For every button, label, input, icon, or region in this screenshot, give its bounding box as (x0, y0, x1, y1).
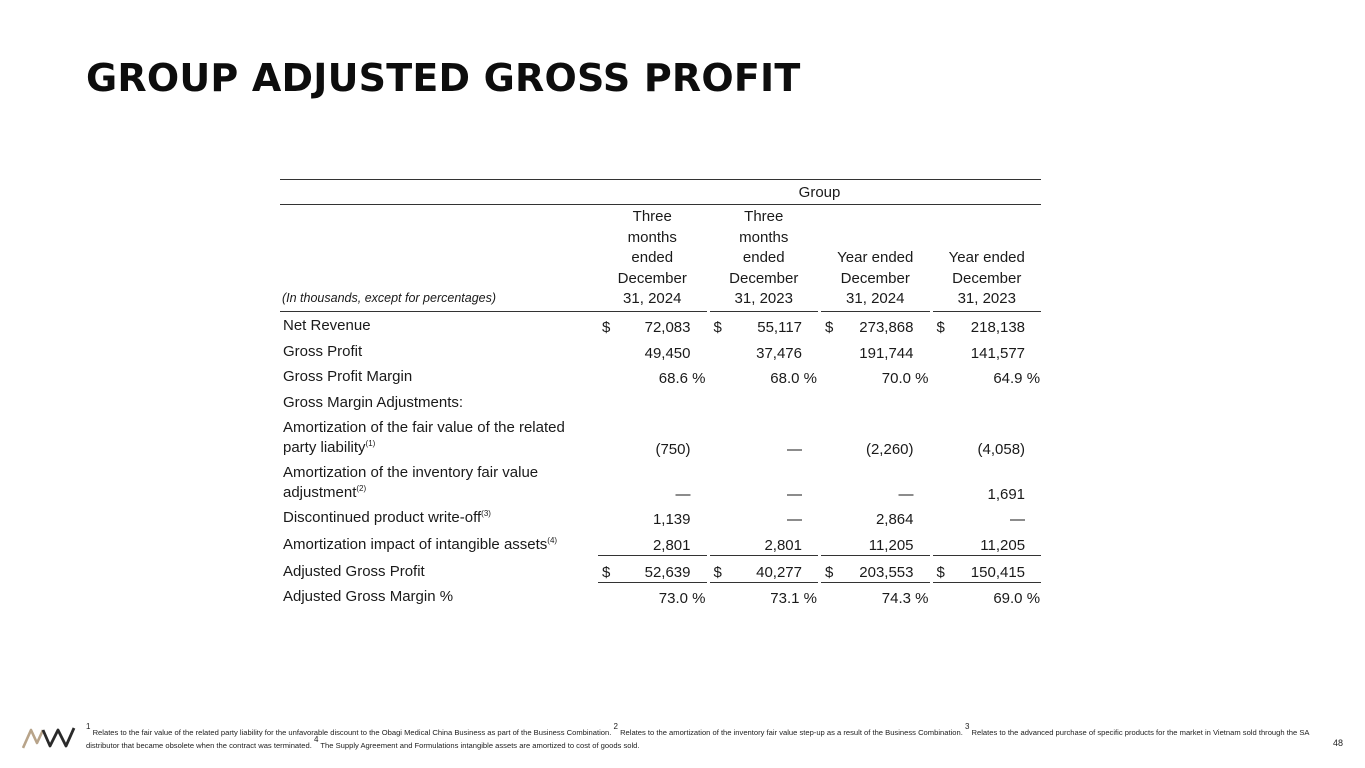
row-label (280, 388, 598, 414)
value-cell (821, 529, 930, 556)
value-cell-content (933, 319, 1042, 336)
value-cell-content (598, 441, 707, 458)
value-cell-content (821, 511, 930, 528)
value-cell-content (710, 564, 819, 581)
column-header-line: Year ended (837, 249, 914, 266)
value-cell (710, 312, 819, 338)
footnote-marker: 2 (613, 722, 618, 731)
cell-value: — (787, 511, 802, 529)
value-cell-content (821, 590, 930, 607)
cell-value: 73.1 % (770, 590, 817, 608)
value-cell-content (933, 370, 1042, 387)
cell-value: 49,450 (644, 344, 691, 362)
logo-stroke-left (23, 730, 43, 748)
value-cell (710, 529, 819, 556)
row-label-text: Amortization of the fair value of the related party liability (283, 418, 565, 456)
value-cell-content (933, 537, 1042, 554)
value-cell-content (933, 511, 1042, 528)
cell-value: 11,205 (868, 537, 914, 555)
value-cell-content (821, 441, 930, 458)
column-header-line: 31, 2024 (846, 290, 905, 307)
footnote (86, 722, 1311, 752)
value-cell (598, 529, 707, 556)
value-cell-content (821, 537, 930, 554)
value-cell (710, 583, 819, 609)
value-cell (933, 312, 1042, 338)
value-cell-content (598, 511, 707, 528)
units-note: (In thousands, except for percentages) (280, 205, 598, 312)
column-header (710, 205, 819, 312)
value-cell (598, 363, 707, 389)
currency-symbol: $ (713, 563, 722, 581)
value-cell (598, 388, 707, 414)
row-label (280, 414, 598, 459)
value-cell-content (710, 486, 819, 503)
value-cell (933, 583, 1042, 609)
table-row (280, 363, 1041, 389)
column-header-line: months (739, 228, 789, 246)
cell-value: 72,083 (644, 319, 691, 337)
value-cell-content (710, 511, 819, 528)
table-row (280, 414, 1041, 459)
footnote-reference: (1) (365, 438, 376, 448)
column-header-line: December (729, 269, 799, 287)
row-label (280, 312, 598, 338)
column-header-line: ended (742, 249, 785, 266)
cell-value: 37,476 (756, 344, 802, 362)
value-cell (710, 363, 819, 389)
table-row (280, 312, 1041, 338)
currency-symbol: $ (825, 563, 834, 581)
value-cell-content (933, 345, 1042, 362)
cell-value: 69.0 % (993, 590, 1041, 608)
footnote-text: Relates to the advanced purchase of specific products for the market in Vietnam sold through the SA distributor that became obsolete when the contract was terminated. (86, 728, 1310, 750)
page-number: 48 (1333, 738, 1344, 748)
footnote-text: Relates to the fair value of the related party liability for the unfavorable discount to the Obagi Medical China Business as part of the Business Combination. (92, 728, 612, 737)
value-cell (710, 414, 819, 459)
cell-value: 11,205 (980, 537, 1026, 555)
table-row (280, 529, 1041, 556)
row-label-text: Gross Profit Margin (283, 368, 413, 386)
value-cell (598, 414, 707, 459)
value-cell (598, 556, 707, 583)
value-cell-content (710, 345, 819, 362)
row-label (280, 556, 598, 583)
row-label-text: Amortization impact of intangible assets (283, 536, 548, 554)
row-label-text: Adjusted Gross Profit (283, 562, 425, 580)
row-label-text: Amortization of the inventory fair value adjustment (283, 463, 539, 501)
footnote-reference: (4) (547, 536, 558, 546)
column-header-line: December (840, 269, 910, 287)
value-cell-content (598, 370, 707, 387)
footnote-reference: (3) (481, 509, 491, 519)
value-cell-content (598, 590, 707, 607)
value-cell-content (821, 564, 930, 581)
gross-profit-table-container (280, 179, 1041, 608)
cell-value: 40,277 (756, 563, 802, 581)
value-cell-content (821, 486, 930, 503)
value-cell-content (598, 345, 707, 362)
footnote-text: Relates to the amortization of the inventory fair value step-up as a result of the Business Combination. (620, 728, 963, 737)
row-label-text: Adjusted Gross Margin % (283, 588, 454, 606)
cell-value: 64.9 % (993, 370, 1041, 388)
currency-symbol: $ (825, 319, 834, 337)
footnote-marker: 1 (86, 722, 91, 731)
company-logo-icon (22, 726, 76, 750)
currency-symbol: $ (936, 563, 945, 581)
group-header: Group (598, 179, 1041, 205)
value-cell (933, 388, 1042, 414)
cell-value: 203,553 (859, 563, 914, 581)
value-cell-content (598, 537, 707, 554)
table-body (280, 312, 1041, 609)
cell-value: 73.0 % (658, 590, 706, 608)
cell-value: 74.3 % (881, 590, 929, 608)
value-cell-content (821, 345, 930, 362)
cell-value: — (675, 485, 691, 503)
value-cell-content (933, 441, 1042, 458)
row-label (280, 583, 598, 609)
gross-profit-table (280, 179, 1041, 608)
row-label (280, 504, 598, 530)
row-label (280, 529, 598, 556)
value-cell (933, 529, 1042, 556)
row-label-text: Net Revenue (283, 317, 371, 335)
value-cell-content (710, 537, 819, 554)
column-header (821, 205, 930, 312)
value-cell (933, 337, 1042, 363)
row-label (280, 337, 598, 363)
column-header-line: months (627, 228, 677, 246)
cell-value: (750) (655, 440, 691, 458)
row-label-text: Gross Profit (283, 342, 363, 360)
cell-value: 2,864 (875, 511, 914, 529)
value-cell (710, 388, 819, 414)
cell-value: 70.0 % (881, 370, 929, 388)
column-header-line: Three (632, 208, 672, 225)
column-header-line: December (952, 269, 1022, 287)
row-label-text: Gross Margin Adjustments: (283, 393, 464, 411)
value-cell (821, 504, 930, 530)
value-cell (710, 556, 819, 583)
currency-symbol: $ (602, 319, 611, 337)
cell-value: 68.6 % (658, 370, 706, 388)
column-header-line: 31, 2023 (734, 290, 793, 307)
table-row (280, 388, 1041, 414)
value-cell (821, 414, 930, 459)
cell-value: 150,415 (970, 563, 1026, 581)
value-cell (933, 556, 1042, 583)
currency-symbol: $ (602, 563, 611, 581)
value-cell-content (933, 486, 1042, 503)
column-header-line: Three (744, 208, 784, 225)
value-cell-content (933, 590, 1042, 607)
value-cell-content (598, 486, 707, 503)
value-cell (598, 504, 707, 530)
column-header-line: ended (631, 249, 674, 266)
footnote-marker: 4 (313, 734, 319, 744)
currency-symbol: $ (936, 319, 945, 337)
cell-value: 2,801 (652, 537, 691, 555)
row-label (280, 363, 598, 389)
column-header-line: Year ended (948, 249, 1025, 266)
cell-value: 55,117 (757, 319, 802, 337)
value-cell (821, 556, 930, 583)
cell-value: (2,260) (865, 440, 914, 458)
column-header-line: December (617, 269, 687, 287)
cell-value: 2,801 (764, 537, 802, 555)
footnote-reference: (2) (356, 483, 367, 493)
cell-value: — (898, 485, 914, 503)
cell-value: — (787, 440, 802, 458)
table-row (280, 504, 1041, 530)
value-cell (933, 363, 1042, 389)
currency-symbol: $ (713, 319, 722, 337)
value-cell-content (710, 441, 819, 458)
footnote-text: The Supply Agreement and Formulations intangible assets are amortized to cost of goods sold. (320, 740, 640, 750)
logo-stroke-right (43, 728, 74, 746)
value-cell (598, 583, 707, 609)
value-cell (821, 583, 930, 609)
cell-value: — (787, 485, 802, 503)
column-header (598, 205, 707, 312)
value-cell-content (598, 564, 707, 581)
value-cell (933, 414, 1042, 459)
cell-value: 1,139 (652, 511, 691, 529)
value-cell (710, 337, 819, 363)
value-cell (933, 459, 1042, 504)
cell-value: 141,577 (970, 344, 1026, 362)
value-cell (821, 388, 930, 414)
table-row (280, 459, 1041, 504)
value-cell-content (821, 319, 930, 336)
value-cell (821, 363, 930, 389)
value-cell-content (710, 370, 819, 387)
value-cell-content (933, 564, 1042, 581)
value-cell (933, 504, 1042, 530)
value-cell (710, 504, 819, 530)
value-cell (598, 337, 707, 363)
value-cell (598, 459, 707, 504)
value-cell (598, 312, 707, 338)
row-label-text: Discontinued product write-off (283, 509, 482, 527)
table-row (280, 556, 1041, 583)
value-cell-content (598, 319, 707, 336)
value-cell (821, 459, 930, 504)
table-row (280, 583, 1041, 609)
table-row (280, 337, 1041, 363)
cell-value: 68.0 % (770, 370, 817, 388)
cell-value: — (1010, 511, 1026, 529)
cell-value: 1,691 (987, 485, 1026, 503)
row-label (280, 459, 598, 504)
value-cell-content (710, 590, 819, 607)
column-header (933, 205, 1042, 312)
column-header-line: 31, 2024 (623, 290, 682, 307)
page-title: GROUP ADJUSTED GROSS PROFIT (86, 56, 801, 100)
column-header-line: 31, 2023 (957, 290, 1016, 307)
cell-value: 273,868 (859, 319, 914, 337)
cell-value: 191,744 (859, 344, 914, 362)
value-cell (821, 337, 930, 363)
value-cell-content (821, 370, 930, 387)
value-cell (821, 312, 930, 338)
cell-value: (4,058) (977, 440, 1026, 458)
value-cell (710, 459, 819, 504)
cell-value: 52,639 (644, 563, 691, 581)
footnote-marker: 3 (964, 722, 970, 731)
cell-value: 218,138 (970, 319, 1026, 337)
value-cell-content (710, 319, 819, 336)
